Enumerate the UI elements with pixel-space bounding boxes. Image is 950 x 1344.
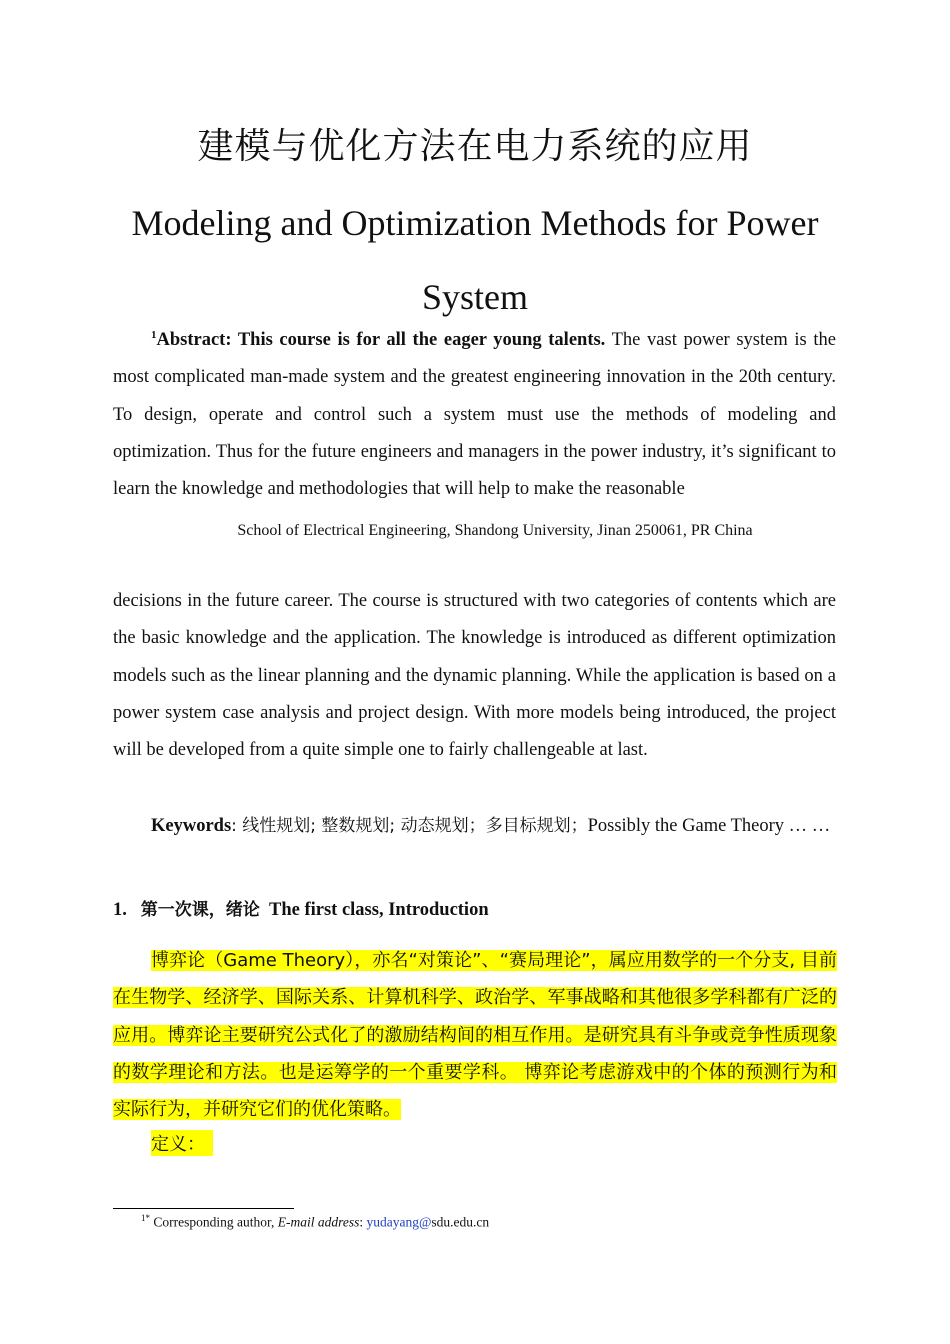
abstract-paragraph-2: decisions in the future career. The course is structured with two categories of contents which are the basic knowledge and the application. The knowledge is introduced as different optimization models such as the linear planning and the dynamic planning. While the application is based on a power system case analysis and project design. With more models being introduced, the project will be developed from a quite simple one to fairly challengeable at last. (113, 591, 836, 761)
keywords (113, 808, 836, 845)
definition-label: 定义： (151, 1130, 213, 1156)
affiliation: School of Electrical Engineering, Shandong University, Jinan 250061, PR China (237, 522, 753, 539)
footnote-divider (113, 1208, 294, 1209)
abstract-paragraph-1 (113, 322, 836, 508)
section-number: 1. (113, 900, 127, 920)
abstract-footnote-mark[interactable]: 1 (151, 328, 157, 341)
keywords-label: Keywords (151, 816, 232, 836)
email-link[interactable]: yudayang@ (366, 1214, 432, 1230)
title-english: Modeling and Optimization Methods for Power System (131, 203, 819, 317)
section-title-cn: 第一次课，绪论 (140, 900, 260, 920)
highlighted-text: 博弈论（Game Theory），亦名“对策论”、“赛局理论”，属应用数学的一个分支, 目前在生物学、经济学、国际关系、计算机科学、政治学、军事战略和其他很多学科都有广泛的应用。博弈论主要研究公式化了的激励结构间的相互作用。是研究具有斗争或竞争性质现象的数学理论和方法。也是运筹学的一个重要学科。 博弈论考虑游戏中的个体的预测行为和实际行为，并研究它们的优化策略。 (113, 950, 837, 1121)
footnote-text: Corresponding author, (150, 1214, 278, 1230)
section-heading-1 (113, 895, 489, 921)
email-domain: sdu.edu.cn (431, 1214, 490, 1230)
footnote-mark: 1* (141, 1213, 150, 1223)
keywords-cn: : 线性规划; 整数规划; 动态规划；多目标规划； (231, 816, 588, 836)
keywords-en: Possibly the Game Theory … … (587, 816, 831, 836)
section-title-en: The first class, Introduction (269, 900, 489, 920)
abstract-text-1: The vast power system is the most complicated man-made system and the greatest engineering innovation in the 20th century. To design, operate and control such a system must use the methods of modeling and optimization. Thus for the future engineers and managers in the power industry, it’s significant to learn the knowledge and methodologies that will help to make the reasonable (113, 330, 836, 500)
footnote-colon: : (359, 1214, 367, 1230)
highlighted-paragraph (113, 942, 837, 1128)
footnote-email-label: E-mail address (277, 1214, 360, 1230)
abstract-lead: Abstract: This course is for all the eager young talents. (156, 330, 606, 350)
title-chinese: 建模与优化方法在电力系统的应用 (197, 126, 753, 167)
footnote (141, 1213, 489, 1231)
